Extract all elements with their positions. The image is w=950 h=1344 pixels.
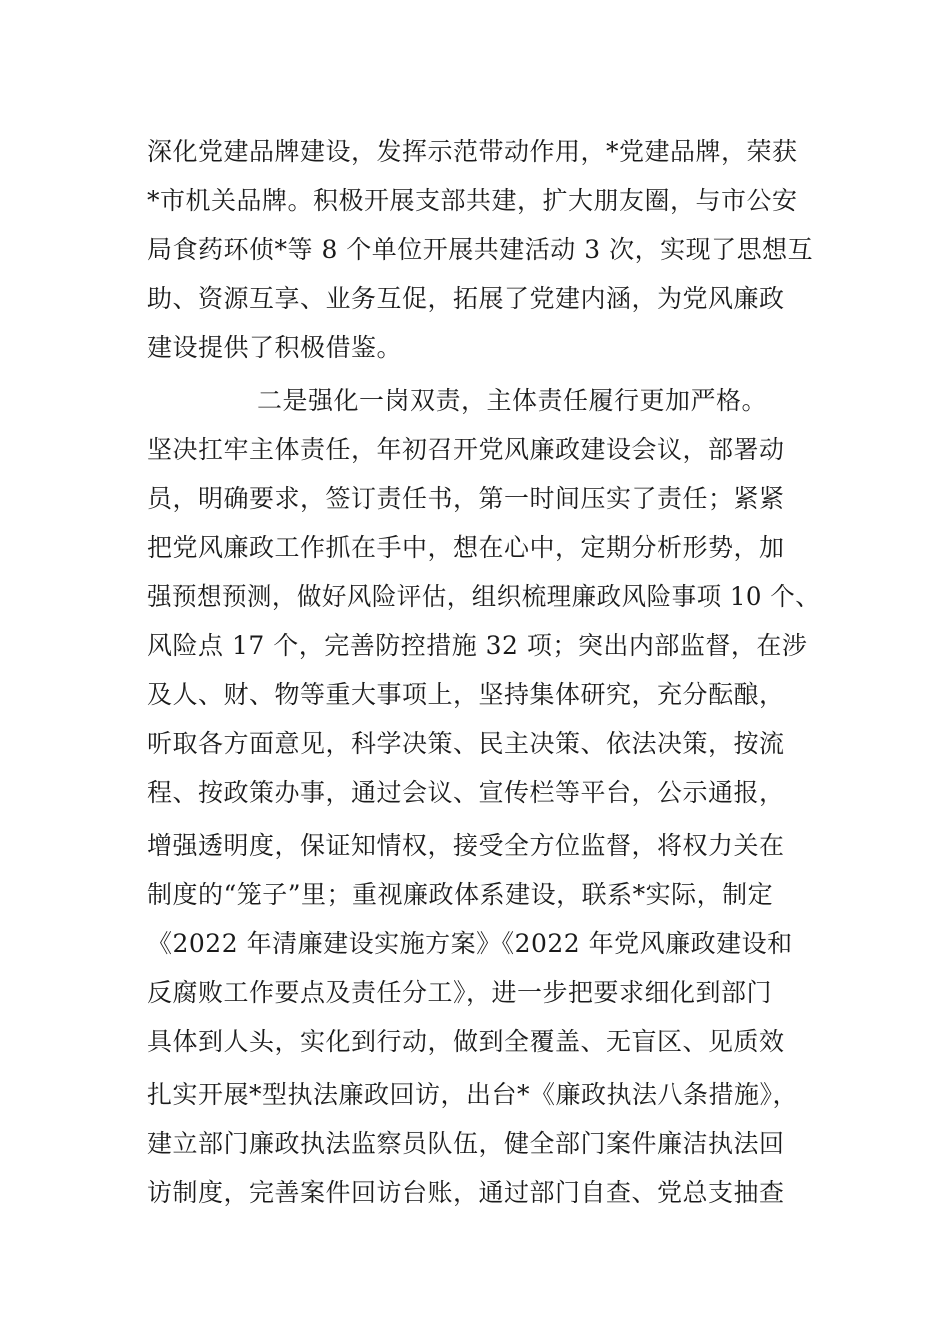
paragraph-line: 建立部门廉政执法监察员队伍，健全部门案件廉洁执法回 (147, 1129, 785, 1158)
paragraph-line: 程、按政策办事，通过会议、宣传栏等平台，公示通报， (147, 778, 785, 807)
paragraph-line: 听取各方面意见，科学决策、民主决策、依法决策，按流 (147, 729, 785, 758)
section-heading-line: 二是强化一岗双责，主体责任履行更加严格。 (257, 386, 768, 415)
paragraph-line: 局食药环侦*等 8 个单位开展共建活动 3 次，实现了思想互 (147, 235, 814, 264)
paragraph-line: *市机关品牌。积极开展支部共建，扩大朋友圈，与市公安 (147, 186, 798, 215)
paragraph-line: 建设提供了积极借鉴。 (147, 333, 403, 362)
paragraph-line: 《2022 年清廉建设实施方案》《2022 年党风廉政建设和 (147, 929, 793, 958)
paragraph-line: 增强透明度，保证知情权，接受全方位监督，将权力关在 (147, 831, 785, 860)
paragraph-line: 助、资源互享、业务互促，拓展了党建内涵，为党风廉政 (147, 284, 785, 313)
paragraph-line: 风险点 17 个，完善防控措施 32 项；突出内部监督，在涉 (147, 631, 808, 660)
paragraph-line: 深化党建品牌建设，发挥示范带动作用，*党建品牌，荣获 (147, 137, 798, 166)
paragraph-line: 具体到人头，实化到行动，做到全覆盖、无盲区、见质效 (147, 1027, 785, 1056)
paragraph-line: 坚决扛牢主体责任，年初召开党风廉政建设会议，部署动 (147, 435, 785, 464)
paragraph-line: 制度的“笼子”里；重视廉政体系建设，联系*实际，制定 (147, 880, 774, 909)
paragraph-line: 访制度，完善案件回访台账，通过部门自查、党总支抽查 (147, 1178, 785, 1207)
paragraph-line: 员，明确要求，签订责任书，第一时间压实了责任；紧紧 (147, 484, 785, 513)
paragraph-line: 及人、财、物等重大事项上，坚持集体研究，充分酝酿， (147, 680, 785, 709)
paragraph-line: 把党风廉政工作抓在手中，想在心中，定期分析形势，加 (147, 533, 785, 562)
paragraph-line: 强预想预测，做好风险评估，组织梳理廉政风险事项 10 个、 (147, 582, 821, 611)
paragraph-line: 反腐败工作要点及责任分工》，进一步把要求细化到部门 (147, 978, 773, 1007)
paragraph-line: 扎实开展*型执法廉政回访，出台*《廉政执法八条措施》， (147, 1080, 799, 1109)
